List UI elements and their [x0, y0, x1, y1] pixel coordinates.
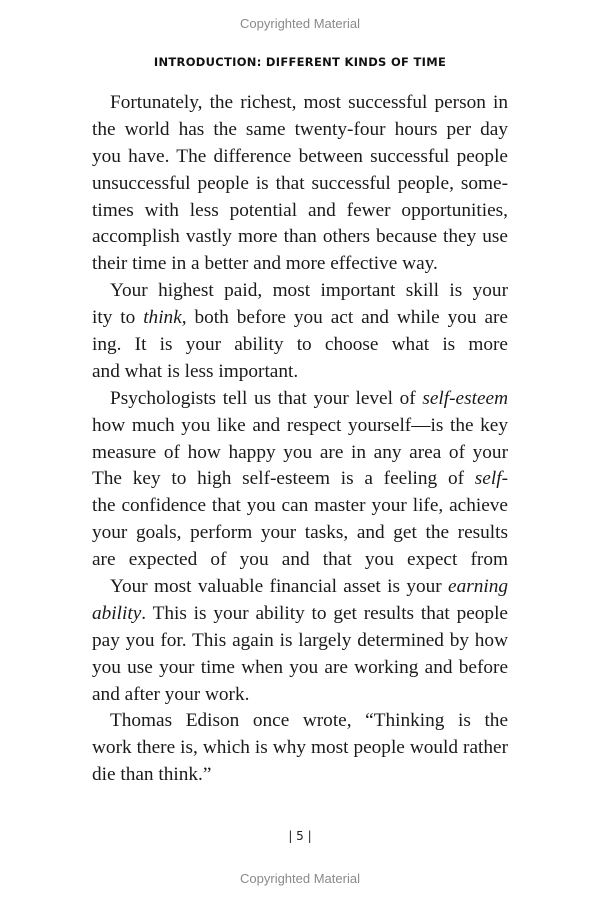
text-line [92, 708, 508, 735]
text-run: times with less potential and fewer opportunities, [92, 199, 508, 221]
text-line [92, 466, 508, 493]
text-line [92, 655, 508, 682]
text-line [92, 493, 508, 520]
text-run: their time in a better and more effective way. [92, 253, 438, 275]
text-line [92, 520, 508, 547]
text-run: Your most valuable financial asset is your [110, 576, 449, 598]
paragraph [92, 708, 508, 789]
copyright-watermark-bottom: Copyrighted Material [240, 871, 360, 886]
text-run: . This is your ability to get results that people [141, 602, 508, 624]
paragraph [92, 386, 508, 574]
text-line [92, 547, 508, 574]
text-line [92, 332, 508, 359]
copyright-watermark-top: Copyrighted Material [240, 16, 360, 31]
text-run: how much you like and respect yourself—is the key [92, 414, 508, 436]
text-run: are expected of you and that you expect from [92, 549, 508, 571]
text-run: work there is, which is why most people would rather [92, 737, 508, 759]
text-line [92, 413, 508, 440]
text-line [92, 305, 508, 332]
text-line [92, 251, 508, 278]
text-line [92, 386, 508, 413]
text-line [92, 171, 508, 198]
text-run: ing. It is your ability to choose what is more [92, 334, 508, 356]
text-run: the confidence that you can master your life, achieve [92, 495, 508, 517]
text-line [92, 735, 508, 762]
text-run: ity to [92, 307, 144, 329]
text-run: Thomas Edison once wrote, “Thinking is the [110, 710, 508, 732]
body-text [92, 90, 508, 789]
text-run: The key to high self-esteem is a feeling of [92, 468, 475, 490]
text-run: Fortunately, the richest, most successful person in [110, 92, 508, 113]
text-run: the world has the same twenty-four hours per day [92, 118, 508, 140]
paragraph [92, 278, 508, 386]
page-number: | 5 | [288, 829, 312, 843]
text-line [92, 628, 508, 655]
text-run: you have. The difference between successful people [92, 145, 508, 167]
italic-text: ability [92, 602, 142, 624]
text-line [92, 198, 508, 225]
italic-text: think [143, 307, 182, 329]
paragraph [92, 574, 508, 708]
text-run: your goals, perform your tasks, and get the results [92, 522, 508, 544]
text-run: you use your time when you are working and before [92, 656, 508, 678]
text-run: accomplish vastly more than others because they use [92, 226, 508, 248]
text-line [92, 359, 508, 386]
text-run: pay you for. This again is largely determined by how [92, 629, 508, 651]
text-run: , both before you act and while you are [181, 307, 508, 329]
text-run: die than think.” [92, 764, 212, 786]
italic-text: self- [474, 468, 508, 490]
text-run: Your highest paid, most important skill is your [110, 280, 508, 302]
paragraph [92, 90, 508, 278]
text-line [92, 278, 508, 305]
italic-text: earning [448, 576, 508, 598]
text-run: Psychologists tell us that your level of [110, 387, 423, 409]
text-run: unsuccessful people is that successful people, some- [92, 172, 508, 194]
italic-text: self-esteem [422, 387, 508, 409]
text-run: and after your work. [92, 683, 250, 705]
text-line [92, 574, 508, 601]
text-line [92, 762, 508, 789]
text-line [92, 90, 508, 117]
text-line [92, 601, 508, 628]
text-line [92, 682, 508, 709]
running-header: INTRODUCTION: DIFFERENT KINDS OF TIME [153, 55, 447, 69]
text-run: and what is less important. [92, 360, 299, 382]
text-run: measure of how happy you are in any area of your [92, 441, 508, 463]
text-line [92, 440, 508, 467]
text-line [92, 117, 508, 144]
text-line [92, 224, 508, 251]
text-line [92, 144, 508, 171]
